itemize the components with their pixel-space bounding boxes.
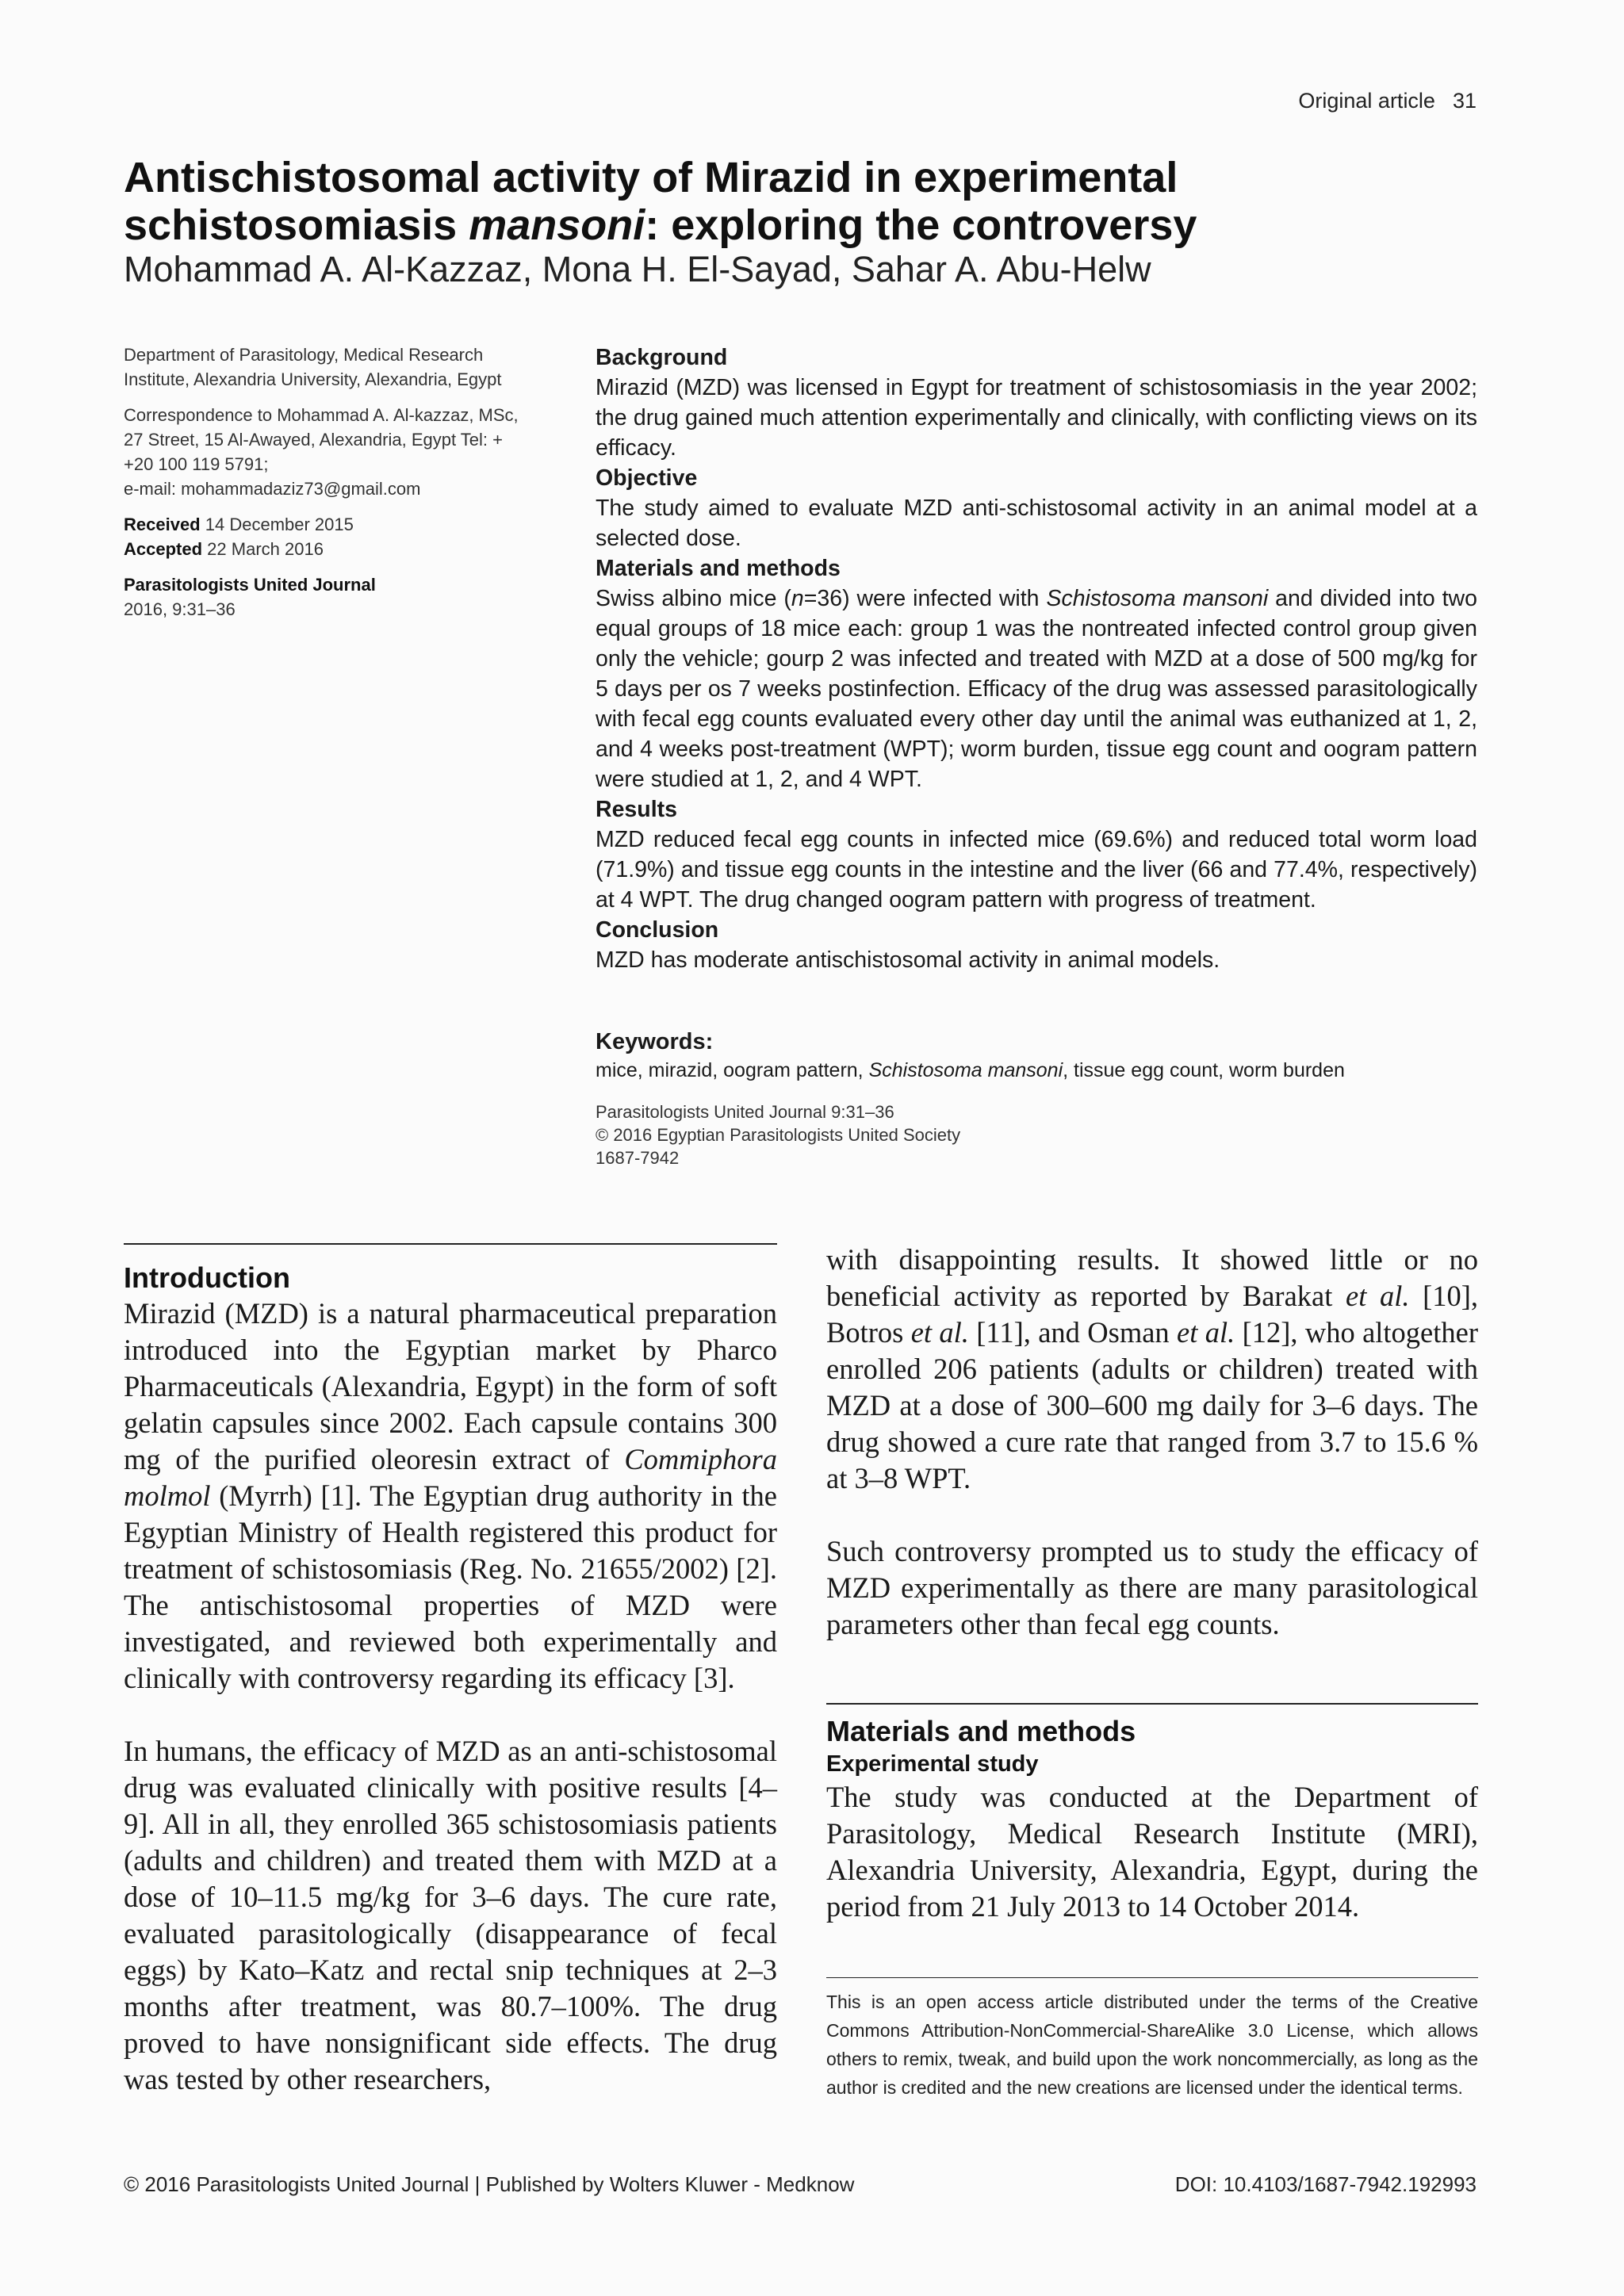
background-heading: Background	[596, 345, 728, 370]
introduction-section	[124, 1261, 777, 2098]
keywords-label: Keywords:	[596, 1029, 714, 1054]
intro-paragraph-1: Mirazid (MZD) is a natural pharmaceutical preparation introduced into the Egyptian market by Pharco Pharmaceuticals (Alexandria, Egypt) in the form of soft gelatin capsules since 2002. Each capsule contains 300 mg of the purified oleoresin extract of Commiphora molmol (Myrrh) [1]. The Egyptian drug authority in the Egyptian Ministry of Health registered this product for treatment of schistosomiasis (Reg. No. 21655/2002) [2]. The antischistosomal properties of MZD were investigated, and reviewed both experimentally and clinically with controversy regarding its efficacy [3].	[124, 1297, 777, 1694]
conclusion-text: MZD has moderate antischistosomal activity in animal models.	[596, 947, 1220, 973]
results-text: MZD reduced fecal egg counts in infected mice (69.6%) and reduced total worm load (71.9%) and tissue egg counts in the intestine and the liver (66 and 77.4%, respectively) at 4 WPT. The drug changed oogram pattern with progress of treatment.	[596, 827, 1477, 913]
license-notice: This is an open access article distributed under the terms of the Creative Commons Attribution-NonCommercial-ShareAlike 3.0 License, which allows others to remix, tweak, and build upon the work noncommercially, as long as the author is credited and the new creations are licensed under the identical terms.	[826, 1992, 1478, 2098]
right-paragraph-1: with disappointing results. It showed little or no beneficial activity as reported by Barakat et al. [10], Botros et al. [11], and Osman et al. [12], who altogether enrolled 206 patients (adults or children) treated with MZD at a dose of 300–600 mg daily for 3–6 days. The drug showed a cure rate that ranged from 3.7 to 15.6 % at 3–8 WPT.	[826, 1243, 1479, 1494]
background-text: Mirazid (MZD) was licensed in Egypt for treatment of schistosomiasis in the year 2002; the drug gained much attention experimentally and clinically, with conflicting views on its efficacy.	[596, 375, 1477, 461]
left-column-rule	[124, 1243, 777, 1245]
right-column-rule	[826, 1703, 1478, 1705]
results-heading: Results	[596, 797, 677, 822]
objective-heading: Objective	[596, 465, 698, 491]
title-line-1: Antischistosomal activity of Mirazid in experimental	[124, 154, 1178, 201]
dates: Received 14 December 2015 Accepted 22 March 2016	[124, 515, 354, 559]
right-paragraph-2: Such controversy prompted us to study the efficacy of MZD experimentally as there are many parasitological parameters other than fecal egg counts.	[826, 1535, 1478, 1640]
journal-info: Parasitologists United Journal 9:31–36 © 2016 Egyptian Parasitologists United Society 1687-7942	[596, 1102, 961, 1168]
affiliation-block	[124, 342, 536, 633]
running-header	[1298, 89, 1477, 113]
department: Department of Parasitology, Medical Research Institute, Alexandria University, Alexandria, Egypt	[124, 345, 502, 389]
materials-methods-heading: Materials and methods	[826, 1715, 1136, 1747]
experimental-study-text: The study was conducted at the Department of Parasitology, Medical Research Institute (MRI), Alexandria University, Alexandria, Egypt, during the period from 21 July 2013 to 14 October 2014.	[826, 1781, 1478, 1923]
license-rule	[826, 1977, 1478, 1978]
conclusion-heading: Conclusion	[596, 917, 719, 943]
journal-citation: Parasitologists United Journal 2016, 9:31–36	[124, 575, 376, 619]
footer-doi: DOI: 10.4103/1687-7942.192993	[1174, 2172, 1477, 2196]
keywords	[596, 1027, 1477, 1085]
intro-paragraph-2: In humans, the efficacy of MZD as an anti-schistosomal drug was evaluated clinically with positive results [4–9]. All in all, they enrolled 365 schistosomiasis patients (adults and children) and treated them with MZD at a dose of 10–11.5 mg/kg for 3–6 days. The cure rate, evaluated parasitologically (disappearance of fecal eggs) by Kato–Katz and rectal snip techniques at 2–3 months after treatment, was 80.7–100%. The drug proved to have nonsignificant side effects. The drug was tested by other researchers,	[124, 1735, 777, 2095]
correspondence: Correspondence to Mohammad A. Al-kazzaz, MSc, 27 Street, 15 Al-Awayed, Alexandria, Egypt Tel: + +20 100 119 5791; e-mail: mohammadaziz73@gmail.com	[124, 405, 519, 499]
materials-methods-section	[826, 1714, 1478, 1925]
methods-text: Swiss albino mice (n=36) were infected with Schistosoma mansoni and divided into two equal groups of 18 mice each: group 1 was the nontreated infected control group given only the vehicle; gourp 2 was infected and treated with MZD at a dose of 500 mg/kg for 5 days per os 7 weeks postinfection. Efficacy of the drug was assessed parasitologically with fecal egg counts evaluated every other day until the animal was euthanized at 1, 2, and 4 weeks post-treatment (WPT); worm burden, tissue egg count and oogram pattern were studied at 1, 2, and 4 WPT.	[596, 586, 1477, 792]
right-column	[826, 1242, 1478, 1643]
page-number: 31	[1452, 89, 1477, 113]
title-italic: mansoni	[469, 201, 645, 249]
article-title	[124, 154, 1472, 249]
title-line-2-post: : exploring the controversy	[645, 201, 1197, 249]
methods-heading: Materials and methods	[596, 556, 841, 581]
authors: Mohammad A. Al-Kazzaz, Mona H. El-Sayad, Sahar A. Abu-Helw	[124, 249, 1151, 289]
introduction-heading: Introduction	[124, 1261, 290, 1294]
experimental-study-heading: Experimental study	[826, 1751, 1039, 1777]
objective-text: The study aimed to evaluate MZD anti-schistosomal activity in an animal model at a selected dose.	[596, 496, 1477, 551]
footer-copyright: © 2016 Parasitologists United Journal | Published by Wolters Kluwer - Medknow	[124, 2172, 855, 2196]
title-line-2-pre: schistosomiasis	[124, 201, 469, 249]
keywords-list: mice, mirazid, oogram pattern, Schistosoma mansoni, tissue egg count, worm burden	[596, 1059, 1345, 1081]
article-type: Original article	[1298, 89, 1435, 113]
abstract	[596, 342, 1477, 975]
email: e-mail: mohammadaziz73@gmail.com	[124, 479, 421, 499]
